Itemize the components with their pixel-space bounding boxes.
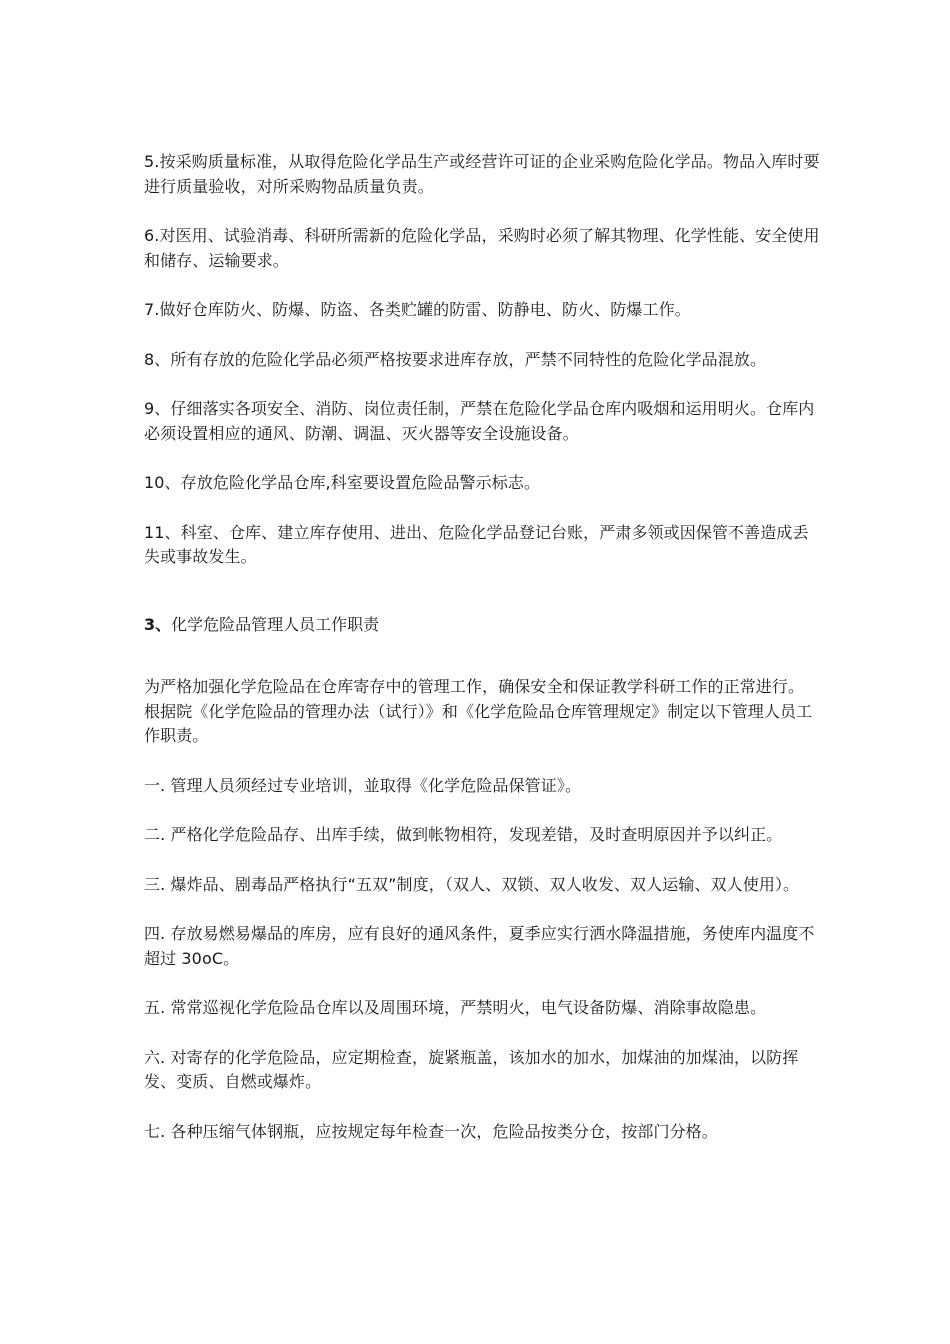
rule-7: 7.做好仓库防火、防爆、防盗、各类贮罐的防雷、防静电、防火、防爆工作。 — [144, 300, 691, 319]
section-title: 化学危险品管理人员工作职责 — [171, 614, 380, 634]
section-intro: 为严格加强化学危险品在仓库寄存中的管理工作，确保安全和保证教学科研工作的正常进行。根据院《化学危险品的管理办法（试行）》和《化学危险品仓库管理规定》制定以下管理人员工作职责。 — [144, 677, 813, 745]
duty-2: 二. 严格化学危险品存、出库手续，做到帐物相符，发现差错，及时查明原因并予以纠正。 — [144, 825, 783, 844]
rule-11: 11、科室、仓库、建立库存使用、进出、危险化学品登记台账，严肃多领或因保管不善造成丢失或事故发生。 — [144, 522, 809, 566]
document-page — [144, 150, 820, 1144]
duty-3: 三. 爆炸品、剧毒品严格执行“五双”制度，（双人、双锁、双人收发、双人运输、双人使用）。 — [144, 874, 800, 894]
rule-9: 9、仔细落实各项安全、消防、岗位责任制，严禁在危险化学品仓库内吸烟和运用明火。仓库内必须设置相应的通风、防潮、调温、灭火器等安全设施设备。 — [144, 399, 815, 443]
duty-7: 七. 各种压缩气体钢瓶，应按规定每年检查一次，危险品按类分仓，按部门分格。 — [144, 1121, 718, 1141]
duty-4: 四. 存放易燃易爆品的库房，应有良好的通风条件，夏季应实行洒水降温措施，务使库内温度不超过 30oC。 — [144, 924, 815, 968]
section-number: 3、 — [144, 614, 172, 634]
rule-10: 10、存放危险化学品仓库,科室要设置危险品警示标志。 — [144, 473, 541, 492]
duty-5: 五. 常常巡视化学危险品仓库以及周围环境，严禁明火，电气设备防爆、消除事故隐患。 — [144, 998, 767, 1017]
duty-1: 一. 管理人员须经过专业培训，並取得《化学危险品保管证》。 — [144, 775, 582, 795]
rule-8: 8、所有存放的危险化学品必须严格按要求进库存放，严禁不同特性的危险化学品混放。 — [144, 349, 767, 369]
rule-5: 5.按采购质量标准，从取得危险化学品生产或经营许可证的企业采购危险化学品。物品入库时要进行质量验收，对所采购物品质量负责。 — [144, 152, 820, 196]
duty-6: 六. 对寄存的化学危险品，应定期检查，旋紧瓶盖，该加水的加水，加煤油的加煤油，以防挥发、变质、自燃或爆炸。 — [144, 1047, 799, 1091]
rule-6: 6.对医用、试验消毒、科研所需新的危险化学品，采购时必须了解其物理、化学性能、安全使用和储存、运输要求。 — [144, 226, 820, 270]
section-heading — [144, 613, 820, 638]
